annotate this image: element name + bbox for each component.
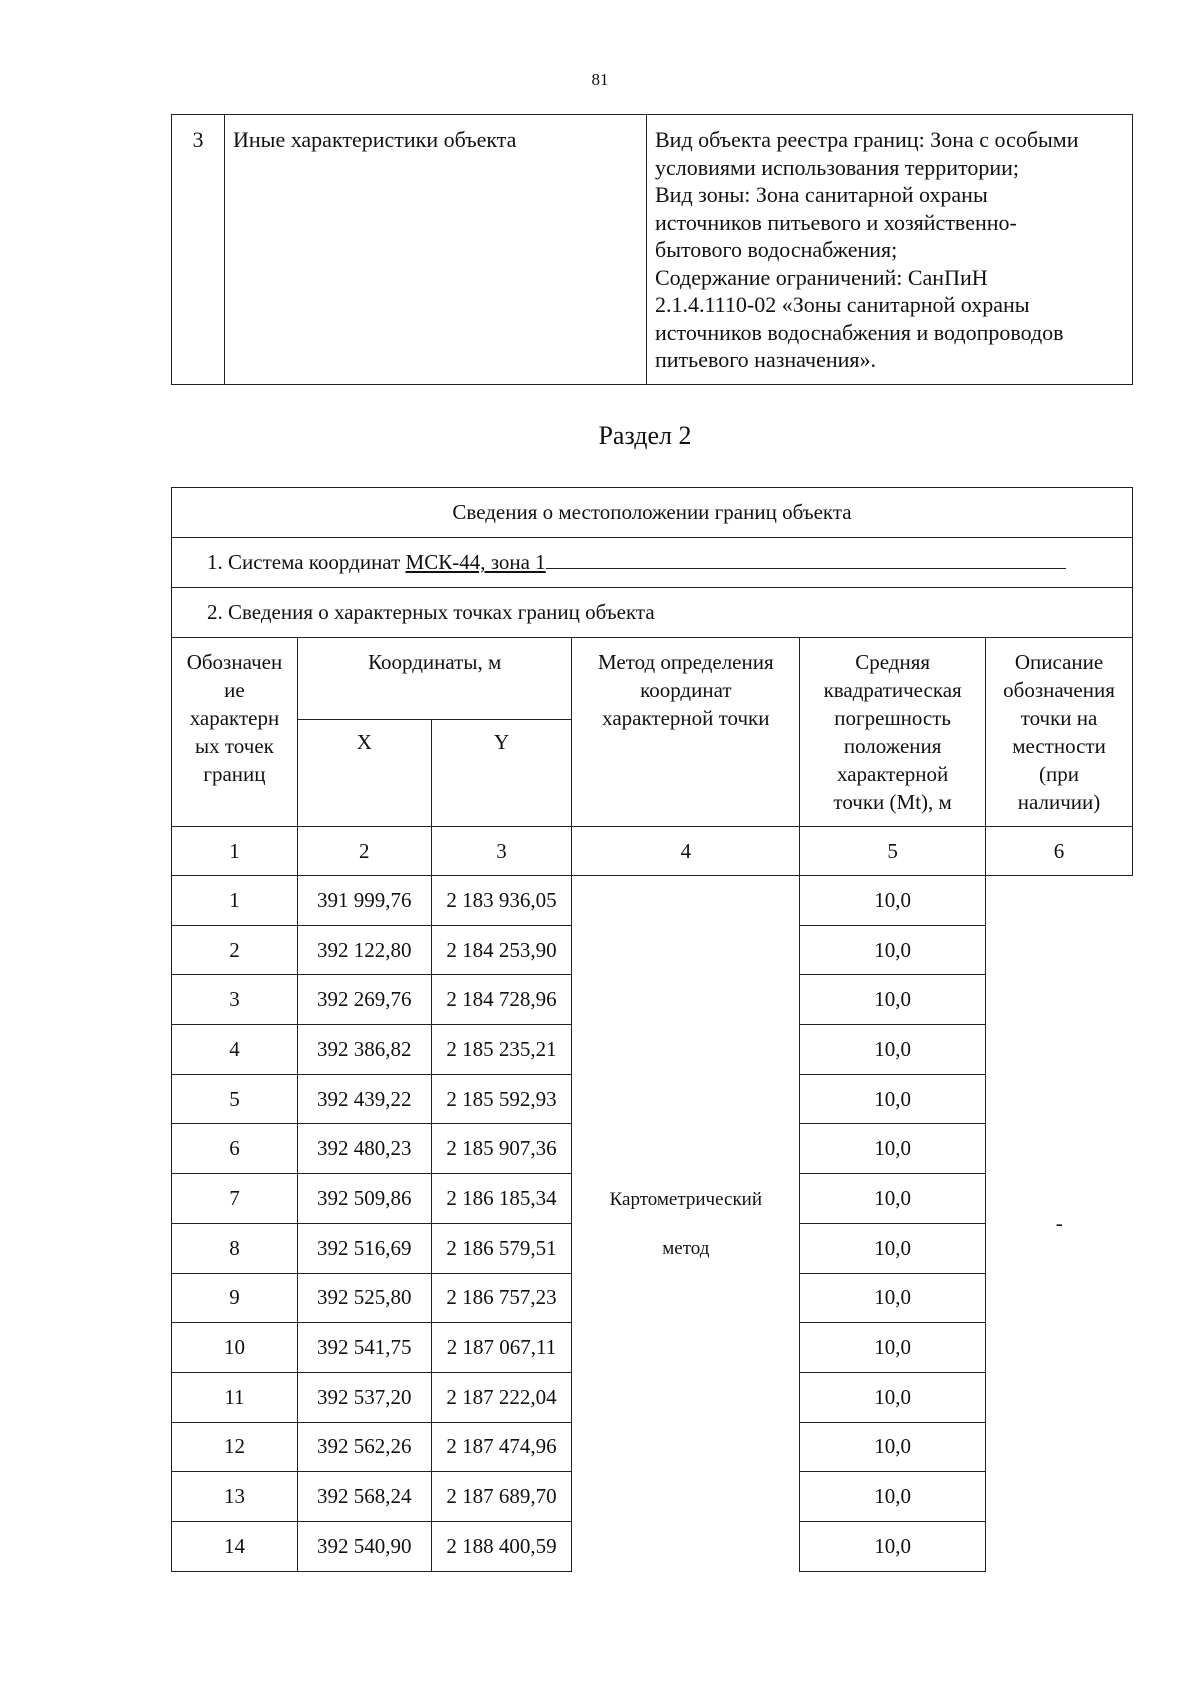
coord-x: 392 386,82 — [297, 1025, 431, 1075]
header-line: характерной точки — [602, 706, 770, 730]
point-number: 9 — [172, 1273, 298, 1323]
column-index: 1 — [172, 827, 298, 876]
coord-y: 2 186 579,51 — [431, 1223, 572, 1273]
header-line: положения — [843, 734, 942, 758]
header-line: (при — [1039, 762, 1080, 786]
method-line: метод — [662, 1237, 710, 1259]
value-line: питьевого назначения». — [655, 347, 877, 372]
characteristic-value — [647, 115, 1133, 385]
mean-error: 10,0 — [800, 1124, 986, 1174]
column-index: 5 — [800, 827, 986, 876]
table-row — [172, 876, 1133, 926]
value-line: бытового водоснабжения; — [655, 237, 898, 262]
coord-x: 392 439,22 — [297, 1074, 431, 1124]
coord-x: 392 541,75 — [297, 1323, 431, 1373]
coord-system-cell — [172, 538, 1133, 588]
value-line: источников питьевого и хозяйственно- — [655, 209, 1017, 235]
table-title-row — [172, 488, 1133, 538]
points-label-row — [172, 588, 1133, 638]
coord-y: 2 187 689,70 — [431, 1472, 572, 1522]
table-row — [172, 115, 1133, 385]
coordinate-rows — [172, 876, 1133, 1572]
point-number: 12 — [172, 1422, 298, 1472]
coord-y: 2 187 474,96 — [431, 1422, 572, 1472]
column-index: 2 — [297, 827, 431, 876]
header-line: точки на — [1020, 706, 1098, 730]
coord-x: 392 509,86 — [297, 1174, 431, 1224]
header-line: характерн — [189, 706, 280, 730]
header-line: наличии) — [1017, 790, 1101, 814]
coord-x: 392 516,69 — [297, 1223, 431, 1273]
coord-system-row — [172, 538, 1133, 588]
header-line: ие — [224, 678, 245, 702]
coord-x: 392 122,80 — [297, 925, 431, 975]
header-point-designation — [172, 638, 298, 827]
mean-error: 10,0 — [800, 1323, 986, 1373]
point-number: 11 — [172, 1372, 298, 1422]
point-number: 1 — [172, 876, 298, 926]
mean-error: 10,0 — [800, 1422, 986, 1472]
value-line: Вид зоны: Зона санитарной охраны — [655, 182, 988, 207]
header-coordinates: Координаты, м — [297, 638, 572, 720]
coord-y: 2 185 907,36 — [431, 1124, 572, 1174]
header-line: обозначения — [1003, 678, 1115, 702]
point-number: 14 — [172, 1521, 298, 1571]
column-header-row — [172, 638, 1133, 720]
coord-x: 392 525,80 — [297, 1273, 431, 1323]
header-mean-error — [800, 638, 986, 827]
point-number: 4 — [172, 1025, 298, 1075]
mean-error: 10,0 — [800, 975, 986, 1025]
method-cell — [572, 876, 800, 1572]
coord-y: 2 186 185,34 — [431, 1174, 572, 1224]
mean-error: 10,0 — [800, 1273, 986, 1323]
value-line: Вид объекта реестра границ: Зона с особыми — [655, 127, 1079, 152]
mean-error: 10,0 — [800, 876, 986, 926]
coord-system-label: 1. Система координат — [207, 550, 401, 574]
point-number: 5 — [172, 1074, 298, 1124]
column-index-row — [172, 827, 1133, 876]
coord-x: 392 568,24 — [297, 1472, 431, 1522]
coord-y: 2 187 067,11 — [431, 1323, 572, 1373]
point-number: 8 — [172, 1223, 298, 1273]
value-line: Содержание ограничений: СанПиН — [655, 264, 988, 290]
underline-blank — [546, 550, 1066, 569]
header-line: местности — [1012, 734, 1106, 758]
mean-error: 10,0 — [800, 925, 986, 975]
coord-x: 392 480,23 — [297, 1124, 431, 1174]
header-description — [986, 638, 1133, 827]
header-line: ых точек — [195, 734, 274, 758]
header-method — [572, 638, 800, 827]
coord-y: 2 184 728,96 — [431, 975, 572, 1025]
mean-error: 10,0 — [800, 1521, 986, 1571]
value-line: 2.1.4.1110-02 «Зоны санитарной охраны — [655, 292, 1030, 317]
header-line: границ — [203, 762, 266, 786]
column-index: 6 — [986, 827, 1133, 876]
header-x: X — [297, 720, 431, 827]
mean-error: 10,0 — [800, 1372, 986, 1422]
coord-x: 391 999,76 — [297, 876, 431, 926]
boundary-coordinates-table — [171, 487, 1133, 1572]
coord-x: 392 537,20 — [297, 1372, 431, 1422]
table-title: Сведения о местоположении границ объекта — [172, 488, 1133, 538]
mean-error: 10,0 — [800, 1025, 986, 1075]
coord-y: 2 185 592,93 — [431, 1074, 572, 1124]
description-cell: - — [986, 876, 1133, 1572]
value-line: источников водоснабжения и водопроводов — [655, 319, 1064, 345]
coord-y: 2 183 936,05 — [431, 876, 572, 926]
point-number: 6 — [172, 1124, 298, 1174]
header-line: Описание — [1014, 650, 1104, 674]
row-number: 3 — [172, 115, 225, 385]
coord-y: 2 185 235,21 — [431, 1025, 572, 1075]
point-number: 3 — [172, 975, 298, 1025]
header-line: координат — [640, 678, 732, 702]
point-number: 7 — [172, 1174, 298, 1224]
coord-y: 2 188 400,59 — [431, 1521, 572, 1571]
header-line: квадратическая — [823, 678, 962, 702]
header-y: Y — [431, 720, 572, 827]
column-index: 3 — [431, 827, 572, 876]
coord-y: 2 184 253,90 — [431, 925, 572, 975]
coord-system-value: МСК-44, зона 1 — [405, 550, 546, 574]
header-line: Метод определения — [597, 650, 774, 674]
value-line: условиями использования территории; — [655, 154, 1019, 180]
point-number: 10 — [172, 1323, 298, 1373]
characteristic-name: Иные характеристики объекта — [225, 115, 647, 385]
coord-y: 2 186 757,23 — [431, 1273, 572, 1323]
header-line: Обозначен — [186, 650, 283, 674]
coord-x: 392 562,26 — [297, 1422, 431, 1472]
page-number: 81 — [591, 70, 609, 89]
mean-error: 10,0 — [800, 1472, 986, 1522]
header-line: точки (Mt), м — [833, 790, 952, 814]
mean-error: 10,0 — [800, 1223, 986, 1273]
points-label: 2. Сведения о характерных точках границ объекта — [172, 588, 1133, 638]
coord-x: 392 269,76 — [297, 975, 431, 1025]
coord-y: 2 187 222,04 — [431, 1372, 572, 1422]
header-line: характерной — [837, 762, 949, 786]
mean-error: 10,0 — [800, 1174, 986, 1224]
method-line: Картометрический — [609, 1188, 763, 1210]
object-characteristics-table — [171, 114, 1133, 385]
point-number: 2 — [172, 925, 298, 975]
coord-x: 392 540,90 — [297, 1521, 431, 1571]
column-index: 4 — [572, 827, 800, 876]
mean-error: 10,0 — [800, 1074, 986, 1124]
section-title: Раздел 2 — [598, 421, 692, 450]
header-line: Средняя — [855, 650, 931, 674]
point-number: 13 — [172, 1472, 298, 1522]
header-line: погрешность — [834, 706, 951, 730]
